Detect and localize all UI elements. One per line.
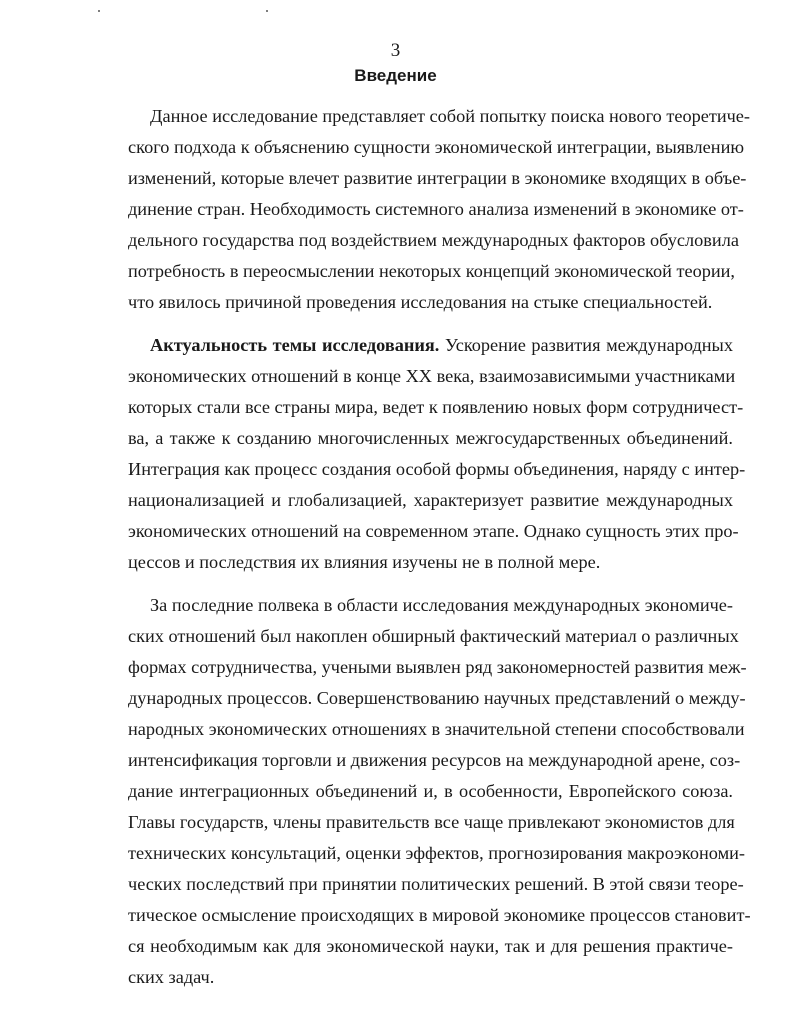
text-line: что явилось причиной проведения исследования на стыке специальностей. [128,292,713,312]
text-line: национализацией и глобализацией, характеризует развитие международных [128,490,733,510]
paragraph-history [128,590,751,993]
text-line: потребность в переосмыслении некоторых концепций экономической теории, [128,261,735,281]
body-text [128,101,751,1005]
text-line: тическое осмысление происходящих в мировой экономике процессов становит- [128,905,751,925]
scan-speck [266,10,268,12]
text-line: ских задач. [128,967,215,987]
text-line [128,330,733,361]
relevance-lead: Актуальность темы исследования. [150,335,440,355]
text-line: ского подхода к объяснению сущности экономической интеграции, выявлению [128,137,745,157]
text-line: дународных процессов. Совершенствованию научных представлений о между- [128,688,746,708]
text-line: ва, а также к созданию многочисленных межгосударственных объединений. [128,428,733,448]
text-line: экономических отношений на современном этапе. Однако сущность этих про- [128,521,739,541]
text-line: За последние полвека в области исследования международных экономиче- [150,595,733,615]
text-line: динение стран. Необходимость системного анализа изменений в экономике от- [128,199,744,219]
section-heading: Введение [354,66,437,85]
text-line: ских отношений был накоплен обширный фактический материал о различных [128,626,739,646]
text-line: Интеграция как процесс создания особой формы объединения, наряду с интер- [128,459,746,479]
paragraph-relevance [128,330,746,578]
text-line: дельного государства под воздействием международных факторов обусловила [128,230,739,250]
text-line: которых стали все страны мира, ведет к появлению новых форм сотрудничест- [128,397,744,417]
page-number: 3 [390,40,401,61]
text-line: ческих последствий при принятии политических решений. В этой связи теоре- [128,874,744,894]
text-line: народных экономических отношениях в значительной степени способствовали [128,719,745,739]
text-line: Главы государств, члены правительств все чаще привлекают экономистов для [128,812,735,832]
text-line: экономических отношений в конце XX века, взаимозависимыми участниками [128,366,736,386]
text-line: ся необходимым как для экономической науки, так и для решения практиче- [128,936,733,956]
text-line: интенсификация торговли и движения ресурсов на международной арене, соз- [128,750,741,770]
paragraph-intro [128,101,751,318]
text-line: цессов и последствия их влияния изучены не в полной мере. [128,552,601,572]
text-line: Данное исследование представляет собой попытку поиска нового теоретиче- [150,106,751,126]
scan-speck [98,10,100,12]
text-line: формах сотрудничества, учеными выявлен ряд закономерностей развития меж- [128,657,747,677]
relevance-lead-rest: Ускорение развития международных [444,335,733,355]
text-line: дание интеграционных объединений и, в особенности, Европейского союза. [128,781,733,801]
text-line: технических консультаций, оценки эффектов, прогнозирования макроэкономи- [128,843,746,863]
text-line: изменений, которые влечет развитие интеграции в экономике входящих в объе- [128,168,747,188]
